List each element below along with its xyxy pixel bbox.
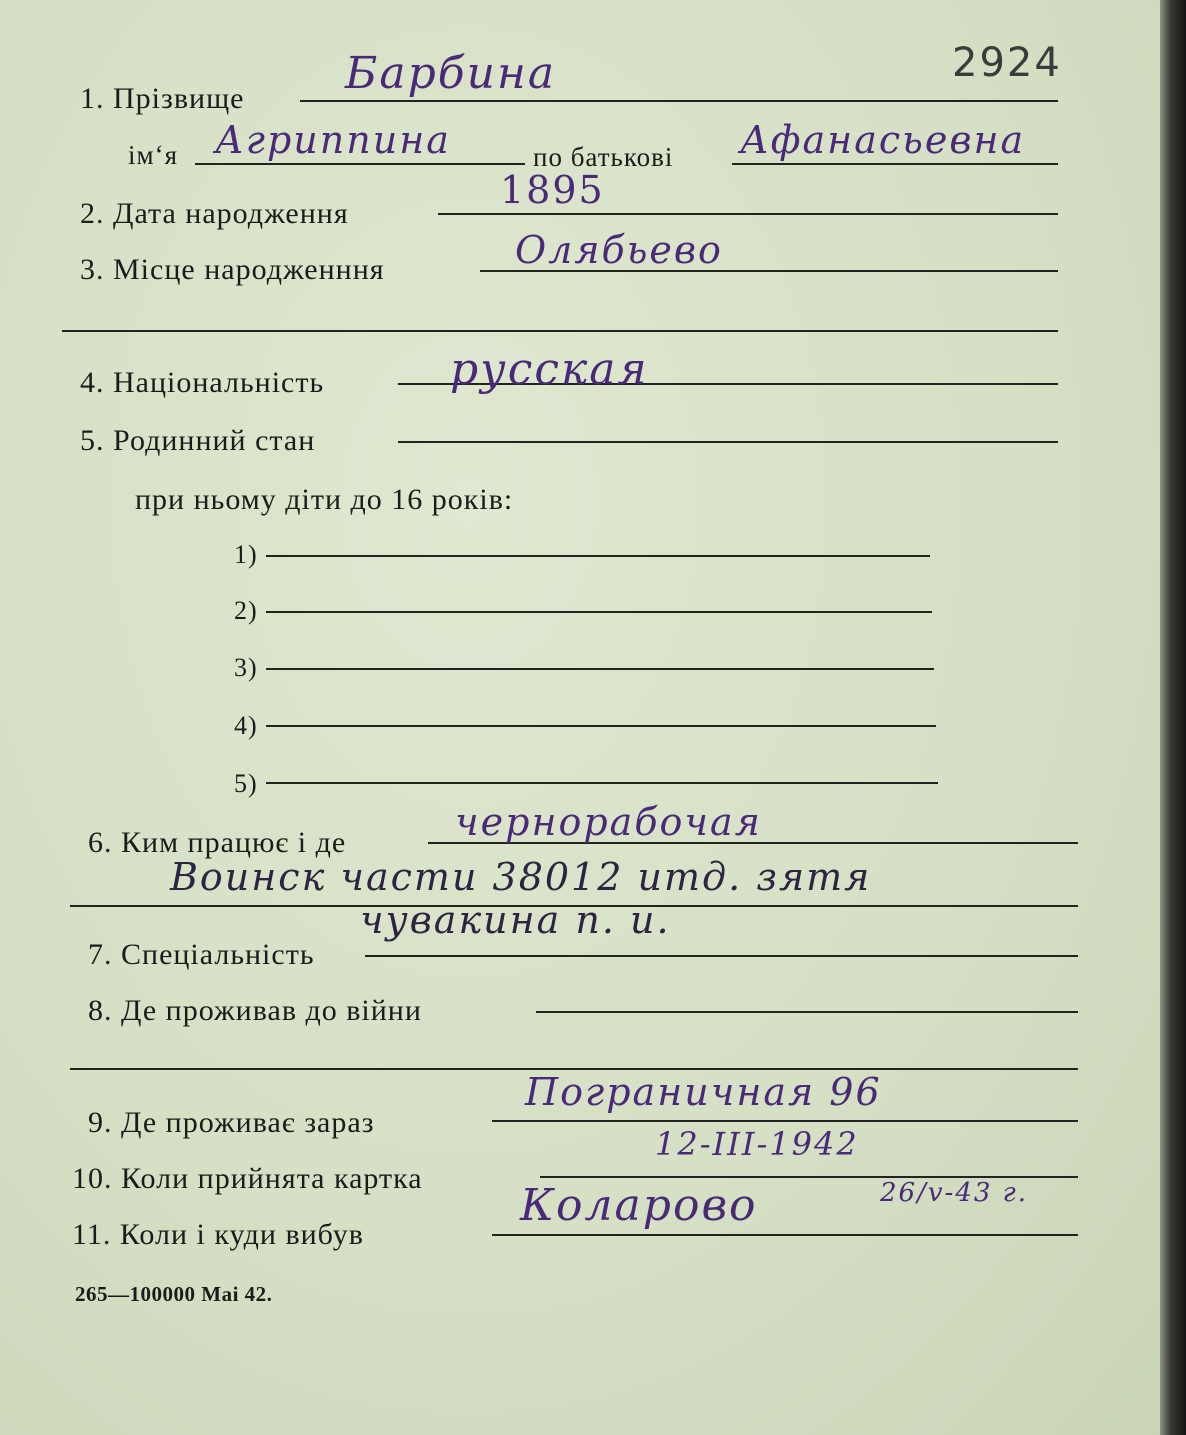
child-4-line <box>266 725 936 727</box>
work-label: 6. Ким працює і де <box>88 826 347 859</box>
nationality-label: 4. Національність <box>80 366 325 399</box>
name-value: Агриппина <box>215 118 451 162</box>
accepted-label: 10. Коли прийнята картка <box>72 1162 423 1195</box>
prewar-line <box>536 1011 1078 1013</box>
speciality-label: 7. Спеціальність <box>88 938 315 971</box>
child-1-label: 1) <box>234 540 258 569</box>
current-line <box>492 1120 1078 1122</box>
child-3-line <box>266 668 934 670</box>
departed-line <box>492 1234 1078 1236</box>
work-value-3: чувакина п. и. <box>360 898 671 942</box>
work-value-1: чернорабочая <box>455 800 762 844</box>
current-value: Пограничная 96 <box>525 1070 882 1114</box>
current-label: 9. Де проживає зараз <box>88 1106 375 1139</box>
child-3-label: 3) <box>234 653 258 682</box>
surname-label: 1. Прізвище <box>80 82 245 115</box>
family-line <box>398 441 1058 443</box>
departed-label: 11. Коли і куди вибув <box>72 1218 364 1251</box>
departed-date: 26/v-43 г. <box>880 1178 1029 1208</box>
prewar-label: 8. Де проживав до війни <box>88 994 422 1027</box>
work-value-2: Воинск части 38012 итд. зятя <box>170 855 872 899</box>
name-label: ім‘я <box>128 140 178 170</box>
children-label: при ньому діти до 16 років: <box>135 483 514 516</box>
print-run-footer: 265—100000 Mai 42. <box>75 1282 273 1306</box>
child-2-line <box>266 611 932 613</box>
departed-place: Коларово <box>520 1180 758 1231</box>
surname-value: Барбина <box>345 48 557 99</box>
patronymic-line <box>732 163 1058 165</box>
child-5-line <box>266 782 938 784</box>
nationality-value: русская <box>450 344 649 395</box>
patronymic-value: Афанасьевна <box>740 118 1026 162</box>
child-5-label: 5) <box>234 769 258 798</box>
family-label: 5. Родинний стан <box>80 424 316 457</box>
card-number: 2924 <box>952 40 1062 86</box>
birth-date-line <box>438 213 1058 215</box>
child-1-line <box>266 555 930 557</box>
child-2-label: 2) <box>234 596 258 625</box>
birth-place-label: 3. Місце народженння <box>80 253 385 286</box>
patronymic-label: по батькові <box>533 142 674 172</box>
surname-line <box>300 100 1058 102</box>
birth-date-label: 2. Дата народження <box>80 197 349 230</box>
birth-place-line-2 <box>62 330 1058 332</box>
birth-date-value: 1895 <box>500 168 605 212</box>
accepted-value: 12-III-1942 <box>655 1125 859 1163</box>
name-line <box>195 163 525 165</box>
birth-place-value: Олябьево <box>515 228 723 272</box>
scan-edge-shadow <box>1160 0 1186 1435</box>
speciality-line <box>365 955 1078 957</box>
child-4-label: 4) <box>234 711 258 740</box>
